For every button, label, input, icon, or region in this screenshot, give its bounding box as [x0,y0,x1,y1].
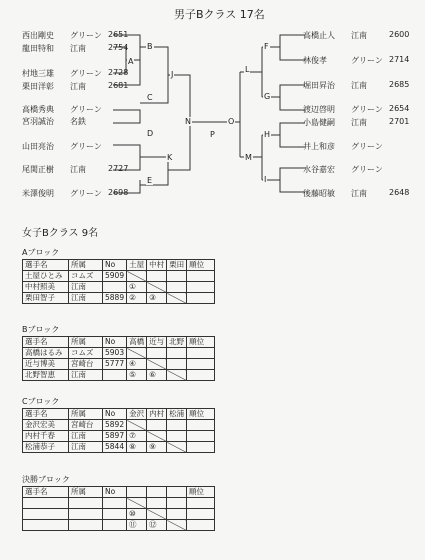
player-number: 2701 [389,117,410,126]
player-name: 林俊孝 [303,56,327,65]
player-name: 後藤昭敏 [303,189,335,198]
cell-club: 江南 [69,370,103,381]
cell-no: 5903 [103,348,127,359]
block-c-table [22,408,215,453]
cell-name: 内村千春 [23,431,69,442]
cell-rank [187,282,215,293]
match-label-i: I [264,175,267,184]
cell-result: ⑪ [127,520,147,531]
player-name: 村地三雄 [22,69,54,78]
cell-no: 5844 [103,442,127,453]
header-cell: 中村 [147,260,167,271]
player-number: 2698 [108,188,129,197]
player-name: 渡辺啓明 [303,105,335,114]
match-label-a: A [128,57,134,66]
cell-result [127,271,147,282]
cell-result [167,420,187,431]
cell-result [167,271,187,282]
cell-club: 宮崎台 [69,420,103,431]
match-label-g: G [264,92,271,101]
cell-no: 5897 [103,431,127,442]
cell-no: 5889 [103,293,127,304]
player-name: 堀田昇治 [303,81,335,90]
player-club: グリーン [351,105,383,114]
header-cell: 選手名 [23,337,69,348]
tournament-bracket [0,0,425,215]
women-title: 女子Bクラス 9名 [22,228,99,239]
block-b-table [22,336,215,381]
player-number: 2727 [108,164,129,173]
table-row [23,282,215,293]
cell-club: コムズ [69,348,103,359]
cell-result: ⑨ [147,442,167,453]
header-cell: 栗田 [167,260,187,271]
match-label-e: E [147,176,153,185]
cell-result: ② [127,293,147,304]
table-row [23,420,215,431]
final-block-title: 決勝ブロック [22,475,70,484]
cell-rank [187,370,215,381]
table-row [23,509,215,520]
header-cell: 所属 [69,487,103,498]
cell-result [147,348,167,359]
block-a-table [22,259,215,304]
player-club: 江南 [351,189,367,198]
player-club: 名鉄 [70,117,86,126]
cell-result: ⑤ [127,370,147,381]
cell-name: 近与博美 [23,359,69,370]
cell-name: 栗田智子 [23,293,69,304]
block-a-title: Aブロック [22,248,60,257]
player-number: 2685 [389,80,410,89]
cell-result [127,498,147,509]
match-label-h: H [264,130,271,139]
cell-result [127,348,147,359]
cell-result [167,520,187,531]
table-row [23,431,215,442]
table-header-row [23,260,215,271]
match-label-o: O [228,117,235,126]
header-cell: No [103,409,127,420]
player-number: 2654 [389,104,410,113]
player-number: 2681 [108,81,129,90]
player-name: 栗田洋彰 [22,82,54,91]
cell-result [167,348,187,359]
match-label-c: C [147,93,153,102]
table-row [23,271,215,282]
player-number: 2714 [389,55,410,64]
table-header-row [23,409,215,420]
men-title: 男子Bクラス 17名 [174,8,265,21]
cell-result [167,282,187,293]
table-row [23,442,215,453]
header-cell: 北野 [167,337,187,348]
cell-result [147,509,167,520]
header-cell [167,487,187,498]
cell-name: 土屋ひとみ [23,271,69,282]
table-row [23,293,215,304]
player-number: 2600 [389,30,410,39]
cell-name [23,520,69,531]
cell-result [167,431,187,442]
cell-name: 金沢宏美 [23,420,69,431]
cell-result [167,370,187,381]
table-header-row [23,487,215,498]
match-label-b: B [147,42,153,51]
match-label-k: K [167,153,173,162]
header-cell: 金沢 [127,409,147,420]
header-cell: 土屋 [127,260,147,271]
header-cell: 順位 [187,487,215,498]
block-b-title: Bブロック [22,325,60,334]
cell-rank [187,520,215,531]
cell-rank [187,509,215,520]
player-club: グリーン [70,31,102,40]
cell-result: ⑦ [127,431,147,442]
cell-no: 5892 [103,420,127,431]
player-name: 尾関正樹 [22,165,54,174]
player-club: グリーン [70,142,102,151]
table-row [23,370,215,381]
player-number: 2754 [108,43,129,52]
cell-club: 江南 [69,442,103,453]
cell-result [147,431,167,442]
match-label-j: J [171,70,174,79]
cell-name [23,498,69,509]
table-row [23,348,215,359]
cell-result [167,293,187,304]
header-cell: 選手名 [23,487,69,498]
player-name: 龍田特和 [22,44,54,53]
header-cell: 近与 [147,337,167,348]
match-label-l: L [245,65,250,74]
header-cell: 松浦 [167,409,187,420]
header-cell: 内村 [147,409,167,420]
cell-result: ④ [127,359,147,370]
header-cell: No [103,260,127,271]
cell-club [69,520,103,531]
cell-rank [187,431,215,442]
cell-rank [187,498,215,509]
player-name: 西出剛史 [22,31,54,40]
header-cell: 順位 [187,409,215,420]
player-name: 山田亮治 [22,142,54,151]
cell-no: 5909 [103,271,127,282]
cell-result: ⑥ [147,370,167,381]
player-club: 江南 [70,165,86,174]
cell-name: 高橋はるみ [23,348,69,359]
header-cell: No [103,487,127,498]
header-cell: 所属 [69,409,103,420]
player-club: 江南 [70,82,86,91]
cell-result: ③ [147,293,167,304]
cell-result [147,420,167,431]
cell-no [103,282,127,293]
header-cell [127,487,147,498]
cell-name: 中村照美 [23,282,69,293]
cell-result [147,359,167,370]
player-club: グリーン [70,189,102,198]
player-number: 2648 [389,188,410,197]
final-block-table [22,486,215,531]
match-label-n: N [185,117,191,126]
cell-rank [187,271,215,282]
header-cell: 順位 [187,337,215,348]
cell-club: 宮崎台 [69,359,103,370]
cell-result: ⑧ [127,442,147,453]
cell-club: 江南 [69,282,103,293]
cell-rank [187,348,215,359]
player-name: 高橋秀典 [22,105,54,114]
cell-result: ① [127,282,147,293]
table-header-row [23,337,215,348]
cell-club: コムズ [69,271,103,282]
match-label-d: D [147,129,154,138]
player-club: グリーン [70,105,102,114]
cell-no [103,520,127,531]
cell-result [147,271,167,282]
cell-name [23,509,69,520]
player-club: 江南 [351,118,367,127]
header-cell: 高橋 [127,337,147,348]
cell-no [103,498,127,509]
cell-result [147,282,167,293]
player-name: 井上和彦 [303,142,335,151]
cell-result: ⑩ [127,509,147,520]
table-row [23,359,215,370]
cell-rank [187,293,215,304]
cell-result [127,420,147,431]
cell-result [167,359,187,370]
player-club: グリーン [351,56,383,65]
player-number: 2651 [108,30,129,39]
cell-result [147,498,167,509]
player-club: 江南 [70,44,86,53]
match-label-m: M [245,153,252,162]
header-cell: 所属 [69,260,103,271]
cell-club [69,498,103,509]
block-c-title: Cブロック [22,397,60,406]
cell-rank [187,442,215,453]
cell-club: 江南 [69,431,103,442]
cell-no [103,509,127,520]
player-club: グリーン [70,69,102,78]
match-label-p: P [210,130,215,139]
cell-result [167,442,187,453]
header-cell: 選手名 [23,409,69,420]
player-name: 小島健嗣 [303,118,335,127]
cell-rank [187,359,215,370]
player-club: グリーン [351,165,383,174]
player-club: 江南 [351,31,367,40]
player-club: 江南 [351,81,367,90]
cell-no [103,370,127,381]
player-club: グリーン [351,142,383,151]
cell-club [69,509,103,520]
cell-name: 北野智恵 [23,370,69,381]
cell-no: 5777 [103,359,127,370]
header-cell: 選手名 [23,260,69,271]
cell-result [167,498,187,509]
cell-result [167,509,187,520]
player-name: 宮羽誠治 [22,117,54,126]
cell-name: 松浦恭子 [23,442,69,453]
cell-result: ⑫ [147,520,167,531]
player-name: 米澤俊明 [22,189,54,198]
cell-club: 江南 [69,293,103,304]
player-name: 高橋止人 [303,31,335,40]
header-cell: No [103,337,127,348]
player-name: 水谷嘉宏 [303,165,335,174]
match-label-f: F [264,42,269,51]
player-number: 2728 [108,68,129,77]
table-row [23,520,215,531]
header-cell: 所属 [69,337,103,348]
header-cell [147,487,167,498]
cell-rank [187,420,215,431]
header-cell: 順位 [187,260,215,271]
table-row [23,498,215,509]
